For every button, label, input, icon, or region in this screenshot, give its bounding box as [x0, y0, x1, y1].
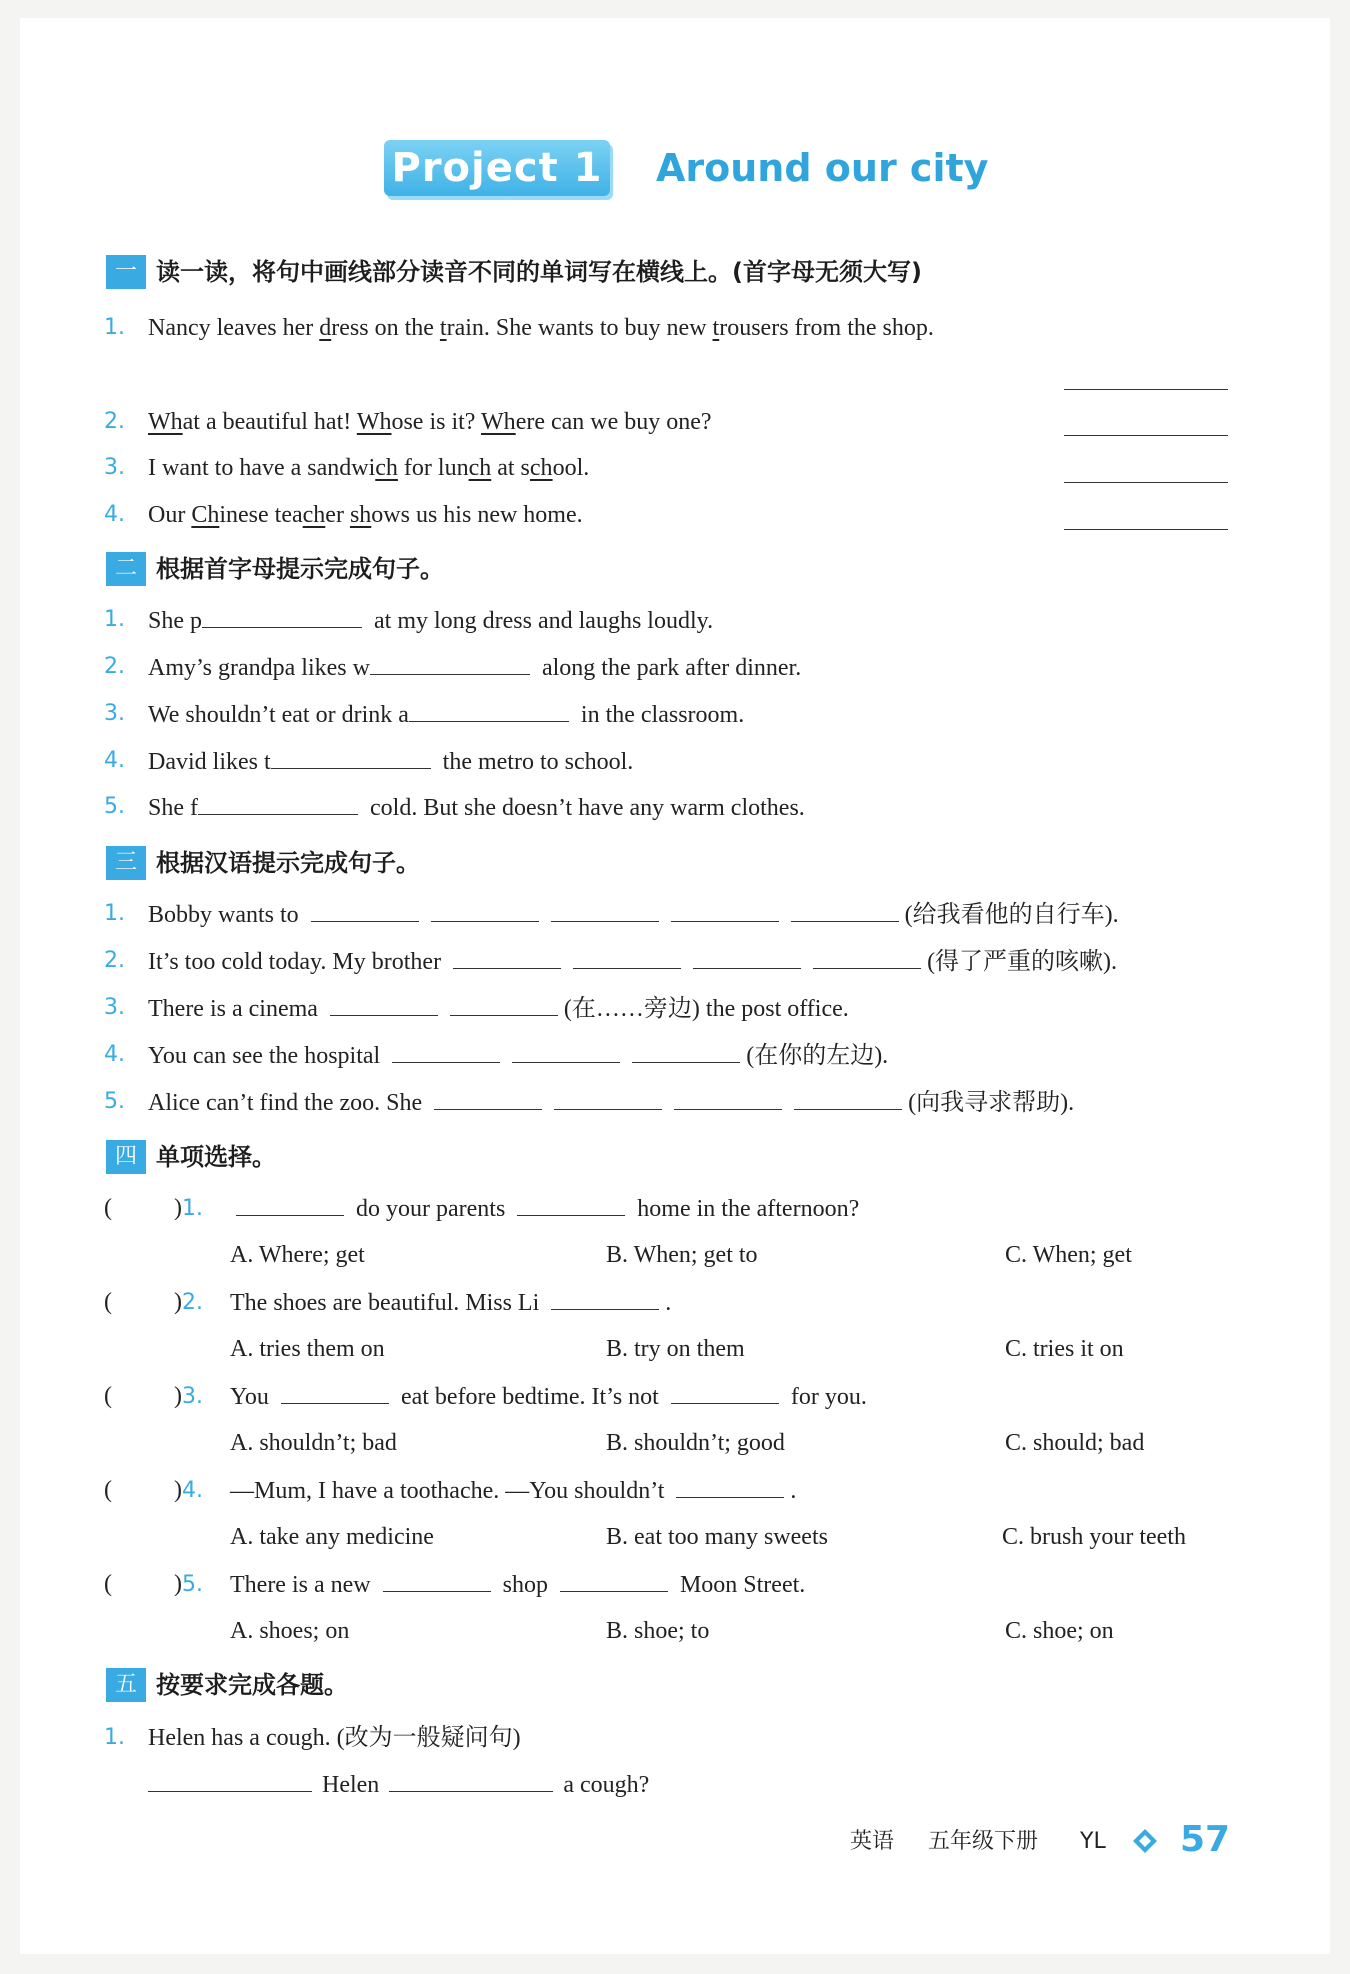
- s3-item-num: 4.: [104, 1042, 125, 1067]
- q-seg: .: [665, 1290, 672, 1316]
- q-seg: .: [790, 1478, 797, 1504]
- s5-blank-2[interactable]: [389, 1768, 553, 1792]
- answer-line-2[interactable]: [1064, 434, 1228, 436]
- q-blank[interactable]: [236, 1192, 344, 1216]
- s1-item-text: [148, 452, 589, 484]
- s3-hint: (向我寻求帮助).: [908, 1090, 1075, 1116]
- s1-text: Our: [148, 502, 192, 528]
- answer-paren-close: [174, 1380, 203, 1413]
- s1-text: I want to have a sandwi: [148, 455, 376, 481]
- s1-item-num: 2.: [104, 409, 125, 434]
- section-4-badge: 四: [106, 1140, 146, 1174]
- s1-text: Nancy leaves her: [148, 315, 320, 341]
- s1-text: ain. She wants to buy new: [454, 315, 713, 341]
- section-3-badge: 三: [106, 846, 146, 880]
- footer-edition: YL: [1080, 1829, 1106, 1854]
- answer-paren-close: [174, 1568, 203, 1601]
- s3-blank[interactable]: [551, 898, 659, 922]
- s3-blank[interactable]: [791, 898, 899, 922]
- q-blank[interactable]: [676, 1474, 784, 1498]
- s2-item-num: 3.: [104, 701, 125, 726]
- s3-blank[interactable]: [671, 898, 779, 922]
- s1-text: at s: [491, 455, 530, 481]
- question-text: [230, 1286, 671, 1319]
- question-num: 1.: [182, 1196, 203, 1221]
- s1-text: ere can we buy one?: [515, 409, 712, 435]
- s2-post: cold. But she doesn’t have any warm clothes.: [370, 795, 805, 821]
- s5-answer-text-2: a cough?: [557, 1772, 650, 1798]
- s2-pre: David likes t: [148, 749, 271, 775]
- s3-blank[interactable]: [632, 1039, 740, 1063]
- underlined-letters: ch: [529, 455, 553, 481]
- underlined-letters: Wh: [481, 409, 516, 435]
- s2-post: the metro to school.: [442, 749, 634, 775]
- s3-item-text: [148, 945, 1117, 978]
- question-num: 4.: [182, 1478, 203, 1503]
- s2-item-text: [148, 604, 713, 637]
- s3-item-text: [148, 1039, 888, 1072]
- answer-line-1[interactable]: [1064, 388, 1228, 390]
- s2-post: in the classroom.: [580, 702, 745, 728]
- answer-slot[interactable]: [118, 1286, 174, 1318]
- s3-pre: You can see the hospital: [148, 1043, 387, 1069]
- underlined-letters: sh: [349, 502, 372, 528]
- s1-item-num: 1.: [104, 315, 125, 340]
- question-text: [230, 1192, 859, 1225]
- s1-text: at a beautiful hat!: [182, 409, 357, 435]
- option-c[interactable]: C. brush your teeth: [1002, 1524, 1186, 1550]
- answer-line-3[interactable]: [1064, 481, 1228, 483]
- s3-pre: There is a cinema: [148, 996, 324, 1022]
- answer-paren-open: (: [104, 1571, 112, 1597]
- section-5-title: 按要求完成各题。: [156, 1671, 348, 1699]
- option-c[interactable]: C. should; bad: [1005, 1430, 1145, 1456]
- option-b[interactable]: B. eat too many sweets: [606, 1524, 828, 1550]
- paren-close: ): [174, 1477, 182, 1503]
- s1-text: for lun: [397, 455, 469, 481]
- s1-text: r: [719, 315, 728, 341]
- s2-blank[interactable]: [202, 604, 362, 628]
- s2-pre: She p: [148, 608, 202, 634]
- s3-item-num: 1.: [104, 901, 125, 926]
- s1-item-num: 3.: [104, 455, 125, 480]
- paren-close: ): [174, 1383, 182, 1409]
- underlined-letters: ch: [302, 502, 326, 528]
- q-seg: do your parents: [350, 1196, 512, 1222]
- s3-blank[interactable]: [434, 1086, 542, 1110]
- s2-post: at my long dress and laughs loudly.: [374, 608, 714, 634]
- s1-text: ose is it?: [391, 409, 482, 435]
- s3-pre: It’s too cold today. My brother: [148, 949, 448, 975]
- s3-hint: (在……旁边) the post office.: [563, 996, 849, 1022]
- q-blank[interactable]: [281, 1380, 389, 1404]
- s2-pre: Amy’s grandpa likes w: [148, 655, 370, 681]
- s3-blank[interactable]: [573, 945, 681, 969]
- s3-item-text: [148, 898, 1119, 931]
- s2-pre: She f: [148, 795, 198, 821]
- s3-item-num: 3.: [104, 995, 125, 1020]
- q-seg: eat before bedtime. It’s not: [394, 1384, 665, 1410]
- q-seg: The shoes are beautiful. Miss Li: [230, 1290, 546, 1316]
- s1-item-text: [148, 406, 712, 438]
- paren-close: ): [174, 1289, 182, 1315]
- question-text: [230, 1474, 796, 1507]
- s3-blank[interactable]: [512, 1039, 620, 1063]
- s2-item-num: 4.: [104, 748, 125, 773]
- underlined-letters: ch: [375, 455, 398, 481]
- s3-blank[interactable]: [794, 1086, 902, 1110]
- s1-text: inese tea: [219, 502, 303, 528]
- option-b[interactable]: B. When; get to: [606, 1242, 758, 1268]
- s3-hint: (得了严重的咳嗽).: [927, 949, 1118, 975]
- answer-paren-open: (: [104, 1477, 112, 1503]
- s2-blank[interactable]: [271, 745, 431, 769]
- s2-item-text: [148, 698, 744, 731]
- paren-close: ): [174, 1195, 182, 1221]
- s5-item-num: 1.: [104, 1725, 125, 1750]
- option-a[interactable]: A. shoes; on: [230, 1618, 350, 1644]
- option-a[interactable]: A. shouldn’t; bad: [230, 1430, 397, 1456]
- option-b[interactable]: B. shouldn’t; good: [606, 1430, 785, 1456]
- s2-item-text: [148, 791, 805, 824]
- s2-item-text: [148, 651, 801, 684]
- s1-text: ousers from the shop.: [727, 315, 934, 341]
- s2-item-num: 5.: [104, 794, 125, 819]
- option-a[interactable]: A. take any medicine: [230, 1524, 434, 1550]
- s1-item-text: [148, 499, 583, 531]
- s3-blank[interactable]: [453, 945, 561, 969]
- s2-item-num: 2.: [104, 654, 125, 679]
- s3-blank[interactable]: [674, 1086, 782, 1110]
- q-blank[interactable]: [671, 1380, 779, 1404]
- project-badge: Project 1: [384, 140, 610, 196]
- option-b[interactable]: B. try on them: [606, 1336, 745, 1362]
- s3-blank[interactable]: [392, 1039, 500, 1063]
- s2-blank[interactable]: [409, 698, 569, 722]
- s3-item-text: [148, 1086, 1074, 1119]
- q-blank[interactable]: [560, 1568, 668, 1592]
- s3-hint: (给我看他的自行车).: [904, 902, 1119, 928]
- option-a[interactable]: A. Where; get: [230, 1242, 365, 1268]
- s1-item-num: 4.: [104, 502, 125, 527]
- s1-text: ool.: [552, 455, 590, 481]
- s3-hint: (在你的左边).: [746, 1043, 889, 1069]
- answer-paren-close: [174, 1286, 203, 1319]
- answer-paren-open: (: [104, 1383, 112, 1409]
- section-5-badge: 五: [106, 1668, 146, 1702]
- q-blank[interactable]: [383, 1568, 491, 1592]
- option-c[interactable]: C. tries it on: [1005, 1336, 1124, 1362]
- s3-blank[interactable]: [554, 1086, 662, 1110]
- s3-blank[interactable]: [693, 945, 801, 969]
- s2-pre: We shouldn’t eat or drink a: [148, 702, 409, 728]
- option-b[interactable]: B. shoe; to: [606, 1618, 710, 1644]
- underlined-letter: d: [319, 315, 332, 341]
- page-title: Around our city: [656, 146, 989, 190]
- s5-blank-1[interactable]: [148, 1768, 312, 1792]
- answer-paren-close: [174, 1474, 203, 1507]
- underlined-letters: Wh: [148, 409, 183, 435]
- underlined-letter: t: [439, 315, 447, 341]
- section-1-badge: 一: [106, 255, 146, 289]
- section-4-title: 单项选择。: [156, 1143, 276, 1171]
- section-3-title: 根据汉语提示完成句子。: [156, 849, 420, 877]
- s2-post: along the park after dinner.: [541, 655, 802, 681]
- answer-paren-close: [174, 1192, 203, 1225]
- s1-text: r: [446, 315, 455, 341]
- underlined-letter: t: [712, 315, 720, 341]
- s3-blank[interactable]: [330, 992, 438, 1016]
- s3-blank[interactable]: [450, 992, 558, 1016]
- s3-blank[interactable]: [431, 898, 539, 922]
- q-blank[interactable]: [517, 1192, 625, 1216]
- worksheet-page: [20, 18, 1330, 1954]
- q-blank[interactable]: [551, 1286, 659, 1310]
- answer-line-4[interactable]: [1064, 528, 1228, 530]
- s1-text: er: [325, 502, 350, 528]
- section-1-title: 读一读，将句中画线部分读音不同的单词写在横线上。(首字母无须大写): [156, 258, 922, 286]
- answer-paren-open: (: [104, 1289, 112, 1315]
- underlined-letters: ch: [468, 455, 492, 481]
- s5-answer-text-1: Helen: [316, 1772, 386, 1798]
- s3-blank[interactable]: [311, 898, 419, 922]
- footer-subject: 英语: [850, 1829, 895, 1854]
- s3-pre: Alice can’t find the zoo. She: [148, 1090, 429, 1116]
- question-num: 5.: [182, 1572, 203, 1597]
- underlined-letters: Wh: [356, 409, 392, 435]
- q-seg: Moon Street.: [673, 1572, 806, 1598]
- option-c[interactable]: C. shoe; on: [1005, 1618, 1114, 1644]
- page-number: 57: [1180, 1819, 1231, 1860]
- q-seg: shop: [496, 1572, 554, 1598]
- s1-text: r: [331, 315, 340, 341]
- s2-blank[interactable]: [370, 651, 530, 675]
- option-a[interactable]: A. tries them on: [230, 1336, 385, 1362]
- option-c[interactable]: C. When; get: [1005, 1242, 1132, 1268]
- q-seg: There is a new: [230, 1572, 377, 1598]
- s1-text: ess on the: [339, 315, 440, 341]
- question-text: [230, 1380, 867, 1413]
- answer-slot[interactable]: [118, 1192, 174, 1224]
- s5-item-text: Helen has a cough. (改为一般疑问句): [148, 1725, 521, 1751]
- s3-item-text: [148, 992, 849, 1025]
- underlined-letters: Ch: [191, 502, 220, 528]
- question-num: 3.: [182, 1384, 203, 1409]
- diamond-icon: [1132, 1828, 1158, 1854]
- q-seg: home in the afternoon?: [631, 1196, 860, 1222]
- question-text: [230, 1568, 805, 1601]
- section-2-badge: 二: [106, 552, 146, 586]
- s5-item-answer: [148, 1768, 649, 1801]
- section-2-title: 根据首字母提示完成句子。: [156, 555, 444, 583]
- answer-slot[interactable]: [118, 1474, 174, 1506]
- q-seg: —Mum, I have a toothache. —You shouldn’t: [230, 1478, 671, 1504]
- s3-blank[interactable]: [813, 945, 921, 969]
- s3-item-num: 2.: [104, 948, 125, 973]
- answer-paren-open: (: [104, 1195, 112, 1221]
- paren-close: ): [174, 1571, 182, 1597]
- footer-grade: 五年级下册: [928, 1829, 1039, 1854]
- answer-slot[interactable]: [118, 1380, 174, 1412]
- q-seg: You: [230, 1384, 275, 1410]
- question-num: 2.: [182, 1290, 203, 1315]
- s3-item-num: 5.: [104, 1089, 125, 1114]
- s2-item-text: [148, 745, 633, 778]
- answer-slot[interactable]: [118, 1568, 174, 1600]
- s1-item-text: [148, 312, 934, 344]
- s2-blank[interactable]: [198, 791, 358, 815]
- q-seg: for you.: [784, 1384, 867, 1410]
- s3-pre: Bobby wants to: [148, 902, 305, 928]
- s2-item-num: 1.: [104, 607, 125, 632]
- s1-text: ows us his new home.: [371, 502, 583, 528]
